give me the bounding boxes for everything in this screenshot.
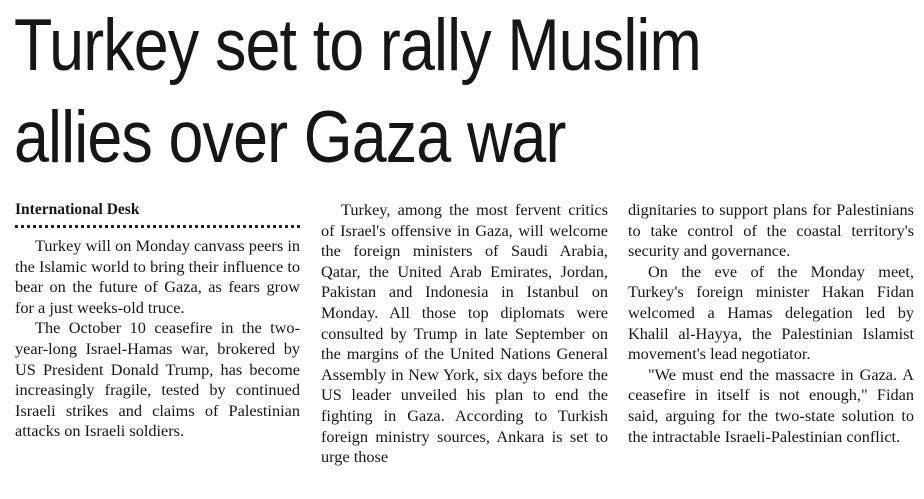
headline	[14, 0, 914, 184]
headline-line-2: allies over Gaza war	[14, 97, 566, 178]
byline: International Desk	[15, 200, 300, 228]
paragraph: On the eve of the Monday meet, Turkey's foreign minister Hakan Fidan welcomed a Hamas delegation led by Khalil al-Hayya, the Palestinian Islamist movement's lead negotiator.	[628, 261, 914, 364]
paragraph-continued: dignitaries to support plans for Palestinians to take control of the coastal territory's security and governance.	[628, 200, 914, 261]
article-column-2	[321, 200, 608, 468]
headline-line-1: Turkey set to rally Muslim	[14, 5, 701, 86]
article-column-3	[628, 200, 914, 447]
paragraph: Turkey, among the most fervent critics of Israel's offensive in Gaza, will welcome the foreign ministers of Saudi Arabia, Qatar, the United Arab Emirates, Jordan, Pakistan and Indonesia in Istanbul on Monday. All those top diplomats were consulted by Trump in late September on the margins of the United Nations General Assembly in New York, six days before the US leader unveiled his plan to end the fighting in Gaza. According to Turkish foreign ministry sources, Ankara is set to urge those	[321, 200, 608, 467]
paragraph: The October 10 ceasefire in the two-year-long Israel-Hamas war, brokered by US President Donald Trump, has become increasingly fragile, tested by continued Israeli strikes and claims of Palestinian attacks on Israeli soldiers.	[15, 318, 300, 441]
paragraph: Turkey will on Monday canvass peers in the Islamic world to bring their influence to bear on the future of Gaza, as fears grow for a just weeks-old truce.	[15, 236, 300, 317]
article-column-1	[15, 200, 300, 442]
paragraph: "We must end the massacre in Gaza. A ceasefire in itself is not enough," Fidan said, arguing for the two-state solution to the intractable Israeli-Palestinian conflict.	[628, 364, 914, 446]
